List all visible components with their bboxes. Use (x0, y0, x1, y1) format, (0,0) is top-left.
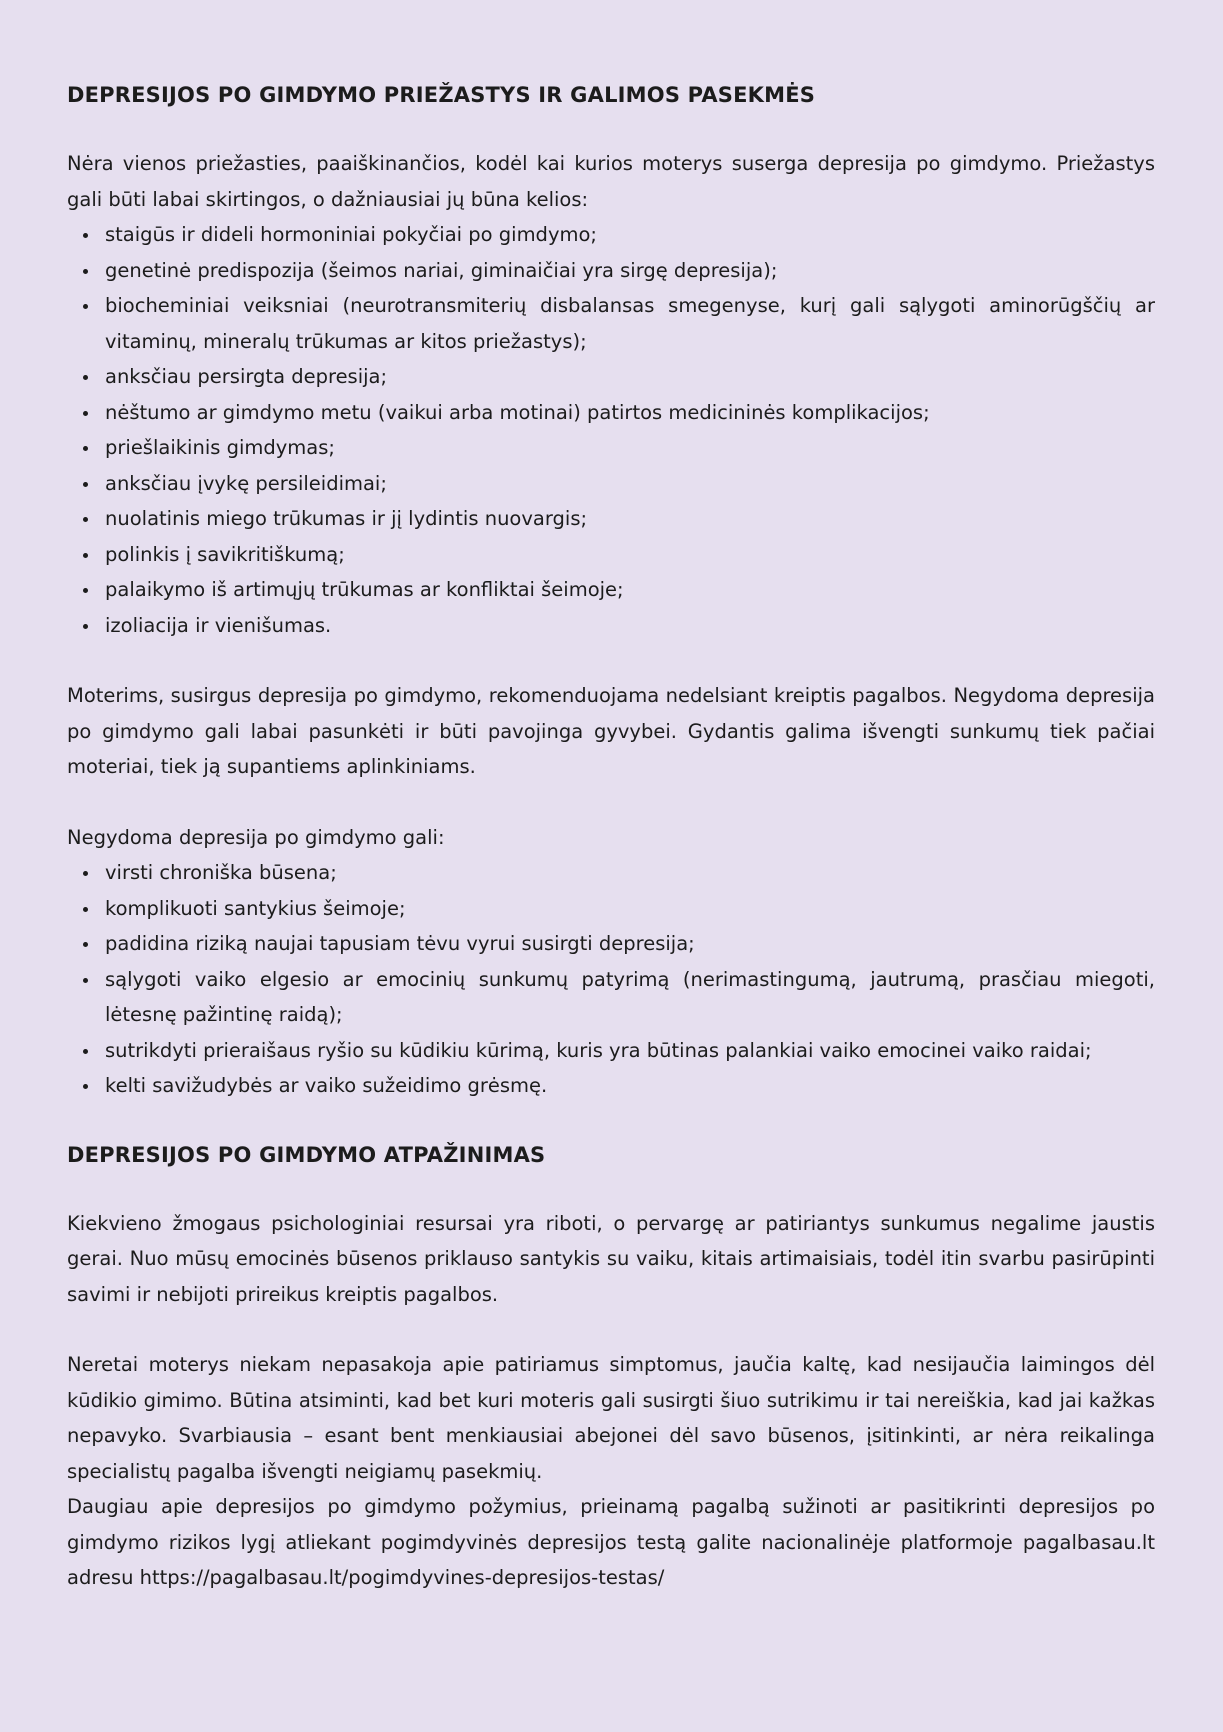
recognition-paragraph-2: Neretai moterys niekam nepasakoja apie patiriamus simptomus, jaučia kaltę, kad nesijaučia laimingos dėl kūdikio gimimo. Būtina atsiminti, kad bet kuri moteris gali susirgti šiuo sutrikimu ir tai nereiškia, kad jai kažkas nepavyko. Svarbiausia – esant bent menkiausiai abejonei dėl savo būsenos, įsitinkinti, ar nėra reikalinga specialistų pagalba išvengti neigiamų pasekmių. (67, 1353, 1155, 1483)
list-item: genetinė predispozija (šeimos nariai, giminaičiai yra sirgę depresija); (67, 253, 1155, 289)
list-item: polinkis į savikritiškumą; (67, 537, 1155, 573)
list-item: izoliacija ir vienišumas. (67, 608, 1155, 644)
causes-intro-paragraph: Nėra vienos priežasties, paaiškinančios, kodėl kai kurios moterys suserga depresija po gimdymo. Priežastys gali būti labai skirtingos, o dažniausiai jų būna kelios: (67, 152, 1155, 211)
list-item: staigūs ir dideli hormoniniai pokyčiai po gimdymo; (67, 217, 1155, 253)
recognition-paragraph-1: Kiekvieno žmogaus psichologiniai resursai yra riboti, o pervargę ar patiriantys sunkumus negalime jaustis gerai. Nuo mūsų emocinės būsenos priklauso santykis su vaiku, kitais artimaisiais, todėl itin svarbu pasirūpinti savimi ir nebijoti prireikus kreiptis pagalbos. (67, 1211, 1155, 1306)
list-item: komplikuoti santykius šeimoje; (67, 891, 1155, 927)
list-item: kelti savižudybės ar vaiko sužeidimo grėsmę. (67, 1068, 1155, 1104)
list-item: padidina riziką naujai tapusiam tėvu vyrui susirgti depresija; (67, 926, 1155, 962)
list-item: nuolatinis miego trūkumas ir jį lydintis nuovargis; (67, 501, 1155, 537)
list-item: anksčiau įvykę persileidimai; (67, 466, 1155, 502)
list-item: palaikymo iš artimųjų trūkumas ar konfliktai šeimoje; (67, 572, 1155, 608)
list-item: biocheminiai veiksniai (neurotransmiterių disbalansas smegenyse, kurį gali sąlygoti aminorūgščių ar vitaminų, mineralų trūkumas ar kitos priežastys); (67, 288, 1155, 359)
recognition-paragraph-3: Daugiau apie depresijos po gimdymo požymius, prieinamą pagalbą sužinoti ar pasitikrinti depresijos po gimdymo rizikos lygį atliekant pogimdyvinės depresijos testą galite nacionalinėje platformoje pagalbasau.lt adresu https://pagalbasau.lt/pogimdyvines-depresijos-testas/ (67, 1495, 1155, 1589)
list-item: sutrikdyti prieraišaus ryšio su kūdikiu kūrimą, kuris yra būtinas palankiai vaiko emocinei vaiko raidai; (67, 1033, 1155, 1069)
consequences-list (67, 855, 1155, 1104)
list-item: nėštumo ar gimdymo metu (vaikui arba motinai) patirtos medicininės komplikacijos; (67, 395, 1155, 431)
section-heading-recognition: DEPRESIJOS PO GIMDYMO ATPAŽINIMAS (67, 1142, 546, 1167)
list-item: sąlygoti vaiko elgesio ar emocinių sunkumų patyrimą (nerimastingumą, jautrumą, prasčiau miegoti, lėtesnę pažintinę raidą); (67, 962, 1155, 1033)
advice-paragraph: Moterims, susirgus depresija po gimdymo, rekomenduojama nedelsiant kreiptis pagalbos. Negydoma depresija po gimdymo gali labai pasunkėti ir būti pavojinga gyvybei. Gydantis galima išvengti sunkumų tiek pačiai moteriai, tiek ją supantiems aplinkiniams. (67, 684, 1155, 778)
list-item: virsti chroniška būsena; (67, 855, 1155, 891)
list-item: anksčiau persirgta depresija; (67, 359, 1155, 395)
list-item: priešlaikinis gimdymas; (67, 430, 1155, 466)
consequences-intro-paragraph: Negydoma depresija po gimdymo gali: (67, 825, 445, 849)
section-heading-causes: DEPRESIJOS PO GIMDYMO PRIEŽASTYS IR GALIMOS PASEKMĖS (67, 83, 816, 107)
causes-list (67, 217, 1155, 643)
